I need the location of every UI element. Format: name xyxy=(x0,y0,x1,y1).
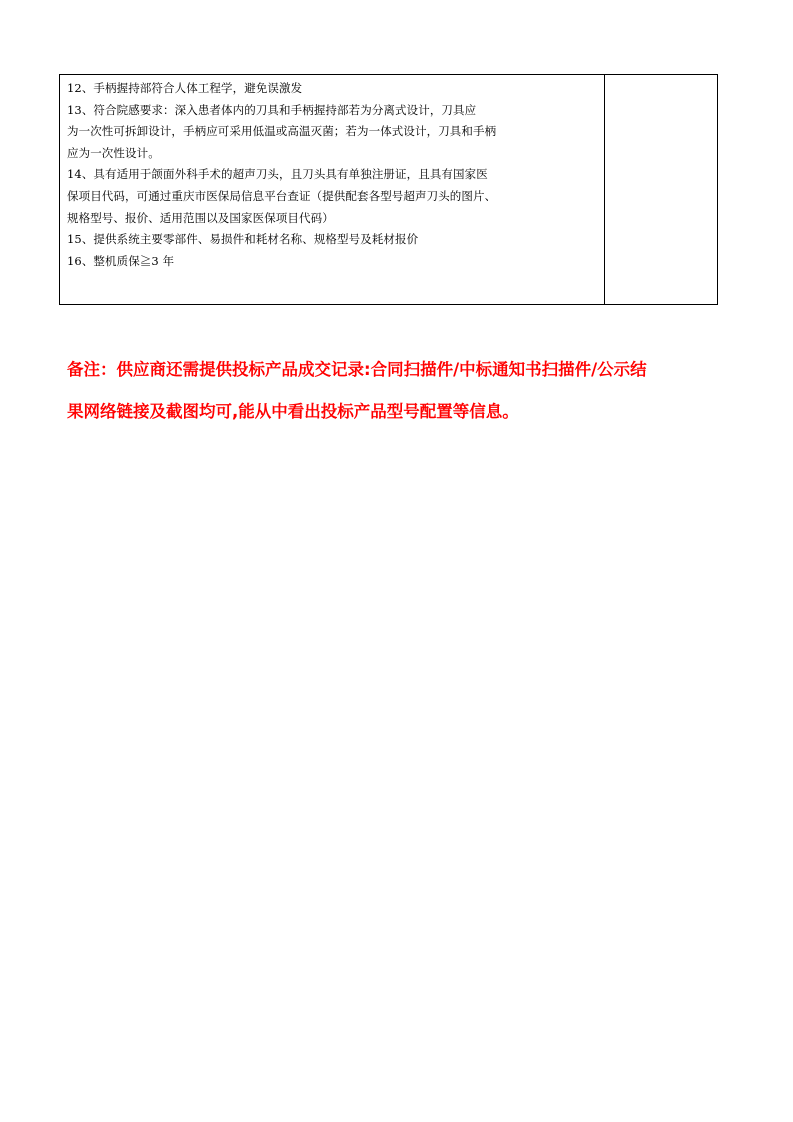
spec-line: 16、整机质保≧3 年 xyxy=(67,253,175,268)
note-line-2: 果网络链接及截图均可,能从中看出投标产品型号配置等信息。 xyxy=(67,402,519,421)
supplier-note xyxy=(67,349,727,433)
spec-line: 14、具有适用于颌面外科手术的超声刀头，且刀头具有单独注册证，且具有国家医 xyxy=(67,167,488,182)
spec-requirements-cell xyxy=(60,75,605,304)
spec-line: 12、手柄握持部符合人体工程学，避免误激发 xyxy=(67,81,303,95)
spec-line: 规格型号、报价、适用范围以及国家医保项目代码） xyxy=(67,210,334,225)
spec-line: 15、提供系统主要零部件、易损件和耗材名称、规格型号及耗材报价 xyxy=(67,232,419,247)
spec-line: 13、符合院感要求：深入患者体内的刀具和手柄握持部若为分离式设计，刀具应 xyxy=(67,102,477,117)
spec-line: 应为一次性设计。 xyxy=(67,145,160,160)
spec-line: 为一次性可拆卸设计，手柄应可采用低温或高温灭菌；若为一体式设计，刀具和手柄 xyxy=(67,124,497,139)
remarks-cell xyxy=(605,75,717,304)
spec-table xyxy=(59,74,718,305)
note-line-1: 备注：供应商还需提供投标产品成交记录:合同扫描件/中标通知书扫描件/公示结 xyxy=(67,360,647,379)
spec-line: 保项目代码，可通过重庆市医保局信息平台查证（提供配套各型号超声刀头的图片、 xyxy=(67,188,497,203)
